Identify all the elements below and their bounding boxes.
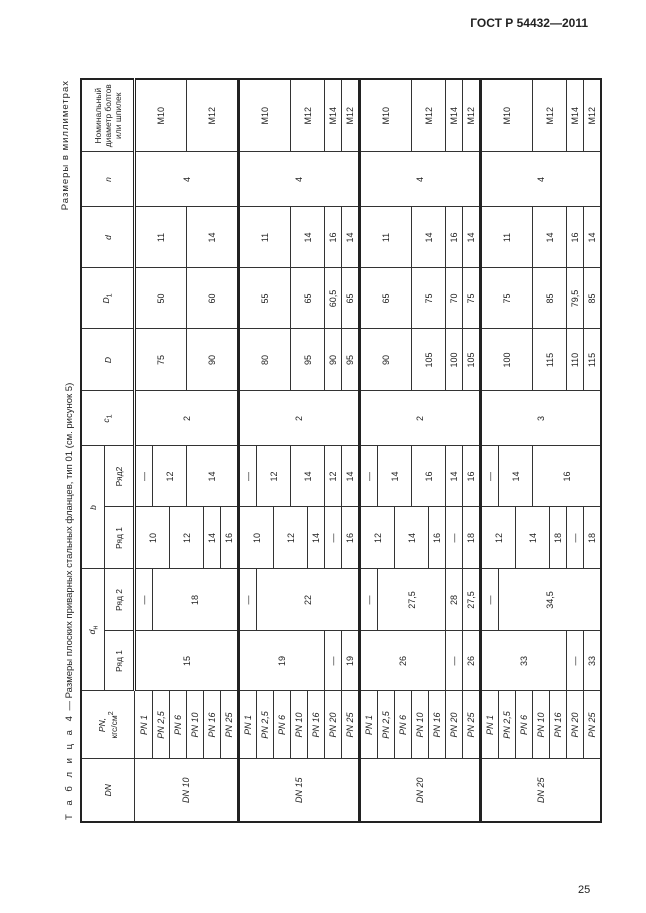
d-cell: 105 — [412, 329, 446, 391]
pn-cell: PN 16 — [429, 691, 446, 759]
header-b-row1: Ряд 1 — [105, 507, 135, 569]
pn-cell: PN 1 — [481, 691, 499, 759]
table-title-text: — Размеры плоских приварных стальных фланцев, тип 01 (см. рисунок 5) — [64, 382, 75, 714]
b-r2-cell: — — [135, 446, 153, 507]
d1-cell: 55 — [239, 268, 291, 329]
pn-cell: PN 10 — [187, 691, 204, 759]
pn-cell: PN 25 — [463, 691, 481, 759]
pn-cell: PN 25 — [584, 691, 602, 759]
d-cell: 14 — [291, 207, 325, 268]
d-cell: 11 — [481, 207, 533, 268]
b-r2-cell: — — [239, 446, 257, 507]
dn-r1-cell: 26 — [360, 631, 446, 691]
header-c1-c: c — [101, 418, 112, 423]
d-cell: 115 — [584, 329, 602, 391]
b-r2-cell: — — [360, 446, 378, 507]
table-row — [239, 79, 257, 822]
d-cell: 16 — [325, 207, 342, 268]
table-body — [135, 79, 602, 822]
bolt-cell: M14 — [567, 79, 584, 152]
b-r1-cell: 16 — [429, 507, 446, 569]
b-r1-cell: 12 — [360, 507, 395, 569]
dn-r1-cell: — — [567, 631, 584, 691]
b-r2-cell: 14 — [187, 446, 239, 507]
d-cell: 14 — [412, 207, 446, 268]
pn-cell: PN 20 — [567, 691, 584, 759]
b-r2-cell: 14 — [291, 446, 325, 507]
pn-cell: PN 25 — [342, 691, 360, 759]
b-r1-cell: 16 — [221, 507, 239, 569]
dn-r1-cell: — — [446, 631, 463, 691]
b-r2-cell: 14 — [499, 446, 533, 507]
d-cell: 14 — [342, 207, 360, 268]
d-cell: 14 — [463, 207, 481, 268]
d-cell: 110 — [567, 329, 584, 391]
d-cell: 95 — [342, 329, 360, 391]
b-r1-cell: 12 — [274, 507, 308, 569]
pn-cell: PN 2,5 — [153, 691, 170, 759]
flange-dimensions-table — [80, 78, 602, 823]
dn-r2-cell: 34,5 — [499, 569, 602, 631]
b-r2-cell: 12 — [325, 446, 342, 507]
header-dn-sub: н — [91, 625, 100, 630]
d1-cell: 75 — [481, 268, 533, 329]
pn-cell: PN 6 — [274, 691, 291, 759]
pn-cell: PN 16 — [204, 691, 221, 759]
pn-cell: PN 1 — [360, 691, 378, 759]
dn-r1-cell: 19 — [342, 631, 360, 691]
pn-cell: PN 6 — [395, 691, 412, 759]
b-r1-cell: 10 — [239, 507, 274, 569]
dn-r1-cell: 26 — [463, 631, 481, 691]
b-r1-cell: 14 — [395, 507, 429, 569]
pn-cell: PN 10 — [412, 691, 429, 759]
header-dn-d: d — [86, 629, 97, 635]
header-pn-unit-sup: 2 — [107, 711, 116, 716]
rotated-table-frame — [60, 80, 597, 823]
table-label: Т а б л и ц а 4 — [64, 713, 75, 820]
d-cell: 100 — [446, 329, 463, 391]
bolt-cell: M14 — [325, 79, 342, 152]
d1-cell: 65 — [342, 268, 360, 329]
dn-r2-cell: 27,5 — [463, 569, 481, 631]
pn-cell: PN 25 — [221, 691, 239, 759]
d-cell: 80 — [239, 329, 291, 391]
d-cell: 95 — [291, 329, 325, 391]
dn-cell: DN 20 — [360, 759, 481, 822]
dn-r2-cell: — — [481, 569, 499, 631]
b-r1-cell: 14 — [204, 507, 221, 569]
b-r1-cell: — — [567, 507, 584, 569]
header-dn-diameter — [81, 569, 105, 691]
d1-cell: 60 — [187, 268, 239, 329]
n-cell: 4 — [360, 152, 481, 207]
dn-r1-cell: 19 — [239, 631, 325, 691]
b-r1-cell: — — [446, 507, 463, 569]
pn-cell: PN 6 — [170, 691, 187, 759]
dn-r2-cell: 27,5 — [378, 569, 446, 631]
dn-r2-cell: 28 — [446, 569, 463, 631]
bolt-cell: M12 — [187, 79, 239, 152]
b-r2-cell: 14 — [446, 446, 463, 507]
d-cell: 100 — [481, 329, 533, 391]
d1-cell: 79,5 — [567, 268, 584, 329]
pn-cell: PN 2,5 — [378, 691, 395, 759]
pn-cell: PN 20 — [325, 691, 342, 759]
b-r1-cell: 12 — [481, 507, 516, 569]
dn-r2-cell: — — [135, 569, 153, 631]
pn-cell: PN 2,5 — [499, 691, 516, 759]
document-header: ГОСТ Р 54432—2011 — [470, 16, 588, 30]
dn-r1-cell: 15 — [135, 631, 239, 691]
d-cell: 90 — [360, 329, 412, 391]
d1-cell: 70 — [446, 268, 463, 329]
b-r2-cell: — — [481, 446, 499, 507]
d-cell: 14 — [584, 207, 602, 268]
header-pn-label: PN, — [97, 717, 108, 733]
header-bolt-diameter: Номинальный диаметр болтов или шпилек — [81, 79, 135, 152]
header-n: n — [81, 152, 135, 207]
dn-r1-cell: 33 — [584, 631, 602, 691]
n-cell: 4 — [481, 152, 602, 207]
header-D1-D: D — [101, 297, 112, 304]
d1-cell: 75 — [463, 268, 481, 329]
d1-cell: 60,5 — [325, 268, 342, 329]
b-r1-cell: 10 — [135, 507, 170, 569]
header-c1-sub: 1 — [105, 414, 114, 419]
d-cell: 105 — [463, 329, 481, 391]
bolt-cell: M12 — [533, 79, 567, 152]
units-note: Размеры в миллиметрах — [60, 80, 71, 211]
d-cell: 14 — [187, 207, 239, 268]
b-r1-cell: 12 — [170, 507, 204, 569]
dn-r2-cell: — — [239, 569, 257, 631]
c1-cell: 2 — [239, 391, 360, 446]
bolt-cell: M14 — [446, 79, 463, 152]
dn-r1-cell: — — [325, 631, 342, 691]
bolt-cell: M10 — [135, 79, 187, 152]
bolt-cell: M10 — [360, 79, 412, 152]
header-pn-unit: кгс/см — [108, 715, 119, 739]
d1-cell: 65 — [291, 268, 325, 329]
dn-r2-cell: — — [360, 569, 378, 631]
bolt-cell: M12 — [412, 79, 446, 152]
d-cell: 90 — [187, 329, 239, 391]
dn-cell: DN 25 — [481, 759, 602, 822]
pn-cell: PN 20 — [446, 691, 463, 759]
dn-cell: DN 10 — [135, 759, 239, 822]
d-cell: 16 — [567, 207, 584, 268]
dn-r2-cell: 18 — [153, 569, 239, 631]
c1-cell: 3 — [481, 391, 602, 446]
bolt-cell: M12 — [291, 79, 325, 152]
header-dn: DN — [81, 759, 135, 822]
b-r2-cell: 12 — [153, 446, 187, 507]
pn-cell: PN 10 — [291, 691, 308, 759]
header-D1 — [81, 268, 135, 329]
b-r1-cell: 16 — [342, 507, 360, 569]
d-cell: 11 — [239, 207, 291, 268]
b-r1-cell: 18 — [584, 507, 602, 569]
header-d: d — [81, 207, 135, 268]
header-D1-sub: 1 — [105, 293, 114, 298]
d1-cell: 85 — [533, 268, 567, 329]
b-r2-cell: 14 — [342, 446, 360, 507]
header-b-row2: Ряд2 — [105, 446, 135, 507]
d-cell: 115 — [533, 329, 567, 391]
b-r1-cell: 14 — [308, 507, 325, 569]
bolt-cell: M12 — [342, 79, 360, 152]
pn-cell: PN 16 — [550, 691, 567, 759]
d1-cell: 75 — [412, 268, 446, 329]
table-row — [481, 79, 499, 822]
pn-cell: PN 1 — [239, 691, 257, 759]
header-b: b — [81, 446, 105, 569]
d1-cell: 85 — [584, 268, 602, 329]
b-r2-cell: 14 — [378, 446, 412, 507]
dn-cell: DN 15 — [239, 759, 360, 822]
b-r2-cell: 16 — [533, 446, 602, 507]
b-r2-cell: 12 — [257, 446, 291, 507]
d1-cell: 65 — [360, 268, 412, 329]
d-cell: 90 — [325, 329, 342, 391]
c1-cell: 2 — [135, 391, 239, 446]
bolt-cell: M12 — [584, 79, 602, 152]
table-caption — [60, 80, 80, 823]
header-pn — [81, 691, 135, 759]
n-cell: 4 — [135, 152, 239, 207]
pn-cell: PN 6 — [516, 691, 533, 759]
header-c1 — [81, 391, 135, 446]
dn-r2-cell: 22 — [257, 569, 360, 631]
header-dn-row2: Ряд 2 — [105, 569, 135, 631]
pn-cell: PN 2,5 — [257, 691, 274, 759]
d-cell: 16 — [446, 207, 463, 268]
pn-cell: PN 10 — [533, 691, 550, 759]
b-r1-cell: 14 — [516, 507, 550, 569]
d-cell: 75 — [135, 329, 187, 391]
header-dn-row1: Ряд 1 — [105, 631, 135, 691]
d-cell: 11 — [135, 207, 187, 268]
d-cell: 14 — [533, 207, 567, 268]
d-cell: 11 — [360, 207, 412, 268]
page-number: 25 — [578, 884, 591, 896]
bolt-cell: M12 — [463, 79, 481, 152]
bolt-cell: M10 — [239, 79, 291, 152]
b-r1-cell: 18 — [550, 507, 567, 569]
table-row — [360, 79, 378, 822]
table-row — [135, 79, 153, 822]
b-r2-cell: 16 — [412, 446, 446, 507]
header-D: D — [81, 329, 135, 391]
b-r1-cell: — — [325, 507, 342, 569]
n-cell: 4 — [239, 152, 360, 207]
dn-r1-cell: 33 — [481, 631, 567, 691]
bolt-cell: M10 — [481, 79, 533, 152]
d1-cell: 50 — [135, 268, 187, 329]
table-title — [64, 383, 75, 820]
b-r2-cell: 16 — [463, 446, 481, 507]
pn-cell: PN 1 — [135, 691, 153, 759]
c1-cell: 2 — [360, 391, 481, 446]
b-r1-cell: 18 — [463, 507, 481, 569]
pn-cell: PN 16 — [308, 691, 325, 759]
